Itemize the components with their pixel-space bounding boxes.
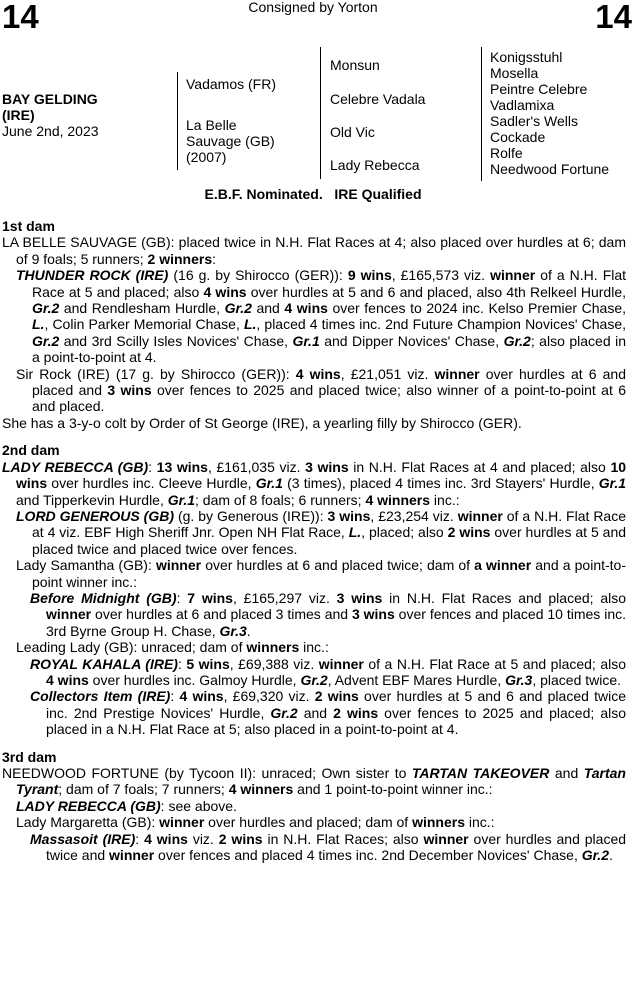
text-run: winner <box>109 847 155 864</box>
text-run: and Dipper Novices' Chase, <box>319 332 504 349</box>
text-run: : <box>135 830 145 847</box>
text-run: Before Midnight (GB) <box>30 589 177 606</box>
text-run: and 3rd Scilly Isles Novices' Chase, <box>59 332 293 349</box>
consignor-line: Consigned by Yorton <box>248 0 378 15</box>
pedigree-dam-line-3: (2007) <box>186 149 227 165</box>
text-run: , placed twice. <box>532 671 622 688</box>
text-run: Gr.3 <box>505 671 533 688</box>
text-run: Lady Margaretta (GB): <box>16 814 160 831</box>
pedigree-bracket-3 <box>481 47 482 181</box>
text-run: winner <box>155 557 202 574</box>
text-run: , Colin Parker Memorial Chase, <box>44 316 244 333</box>
text-run: : <box>176 589 188 606</box>
text-run: LORD GENEROUS (GB) <box>16 507 174 524</box>
text-run: winner <box>423 830 469 847</box>
text-run: 3 wins <box>305 458 349 475</box>
text-run: L. <box>32 316 45 333</box>
pedigree-dam-sire: Old Vic <box>330 124 375 140</box>
text-run: , £21,051 viz. <box>340 365 435 382</box>
text-run: . <box>246 622 251 639</box>
entry-lord-generous <box>2 508 626 557</box>
entry-second-dam <box>2 459 626 508</box>
text-run: , £161,035 viz. <box>207 458 306 475</box>
text-run: Gr.2 <box>300 671 328 688</box>
entry-lady-samantha <box>2 557 626 590</box>
text-run: over fences to 2025 and placed twice; also winner of a point-to-point at 6 and placed. <box>32 382 626 415</box>
text-run: Gr.2 <box>270 704 298 721</box>
text-run: 3 wins <box>336 589 383 606</box>
text-run: over fences and placed 4 times inc. 2nd December Novices' Chase, <box>154 847 582 864</box>
text-run: of a N.H. Flat Race at 4 viz. EBF High Sheriff Jnr. Open NH Flat Race, <box>32 507 627 541</box>
text-run: ; dam of 8 foals; 6 runners; <box>195 491 366 508</box>
text-run: over hurdles at 5 and 6 and placed twice inc. 2nd Prestige Novices' Hurdle, <box>46 688 627 721</box>
text-run: (3 times), placed 4 times inc. 3rd Stayers' Hurdle, <box>282 475 599 492</box>
text-run: in N.H. Flat Races at 4 and placed; also <box>348 458 611 475</box>
text-run: Gr.1 <box>255 475 283 492</box>
entry-produce-note <box>2 415 626 431</box>
text-run: She has a 3-y-o colt by Order of St George (IRE), a yearling filly by Shirocco (GER). <box>2 414 522 431</box>
pedigree-gg-8: Needwood Fortune <box>490 161 610 177</box>
pedigree-gg-2: Mosella <box>490 65 539 81</box>
text-run: over hurdles and placed twice and <box>46 830 627 864</box>
text-run: NEEDWOOD FORTUNE (by Tycoon II): unraced; Own sister to <box>2 765 412 781</box>
text-run: inc.: <box>465 814 495 831</box>
text-run: Massasoit (IRE) <box>30 830 136 847</box>
entry-third-dam <box>2 765 626 798</box>
horse-country: (IRE) <box>2 107 35 123</box>
text-run: Gr.1 <box>598 475 626 492</box>
text-run: 2 wins <box>333 704 379 721</box>
entry-sir-rock <box>2 366 626 415</box>
text-run: L. <box>348 524 362 541</box>
text-run: , placed; also <box>361 524 448 541</box>
text-run: over fences to 2025 and placed; also placed in a N.H. Flat Race at 5; also placed in a point-to-point at 4. <box>46 704 627 738</box>
text-run: 4 winners <box>228 781 294 798</box>
text-run: 10 wins <box>16 458 627 492</box>
text-run: L. <box>243 316 257 333</box>
text-run: Gr.2 <box>503 332 531 349</box>
entry-before-midnight <box>2 590 626 639</box>
text-run: over hurdles and placed; dam of <box>204 814 413 831</box>
text-run: ; dam of 7 foals; 7 runners; <box>58 781 229 798</box>
text-run: , Advent EBF Mares Hurdle, <box>327 671 506 688</box>
pedigree-gg-7: Rolfe <box>490 145 523 161</box>
text-run: winner <box>490 267 536 284</box>
text-run: over fences and placed 10 times inc. 3rd Byrne Group H. Chase, <box>46 606 626 639</box>
text-run: over hurdles at 6 and placed twice; dam of <box>201 557 475 574</box>
text-run: , placed 4 times inc. 2nd Future Champion Novices' Chase, <box>256 316 626 333</box>
text-run: Lady Samantha (GB): <box>16 557 156 574</box>
text-run: , £69,388 viz. <box>229 655 319 672</box>
pedigree-gg-3: Peintre Celebre <box>490 81 588 97</box>
text-run: 2 wins <box>447 524 491 541</box>
text-run: Collectors Item (IRE) <box>30 688 171 705</box>
text-run: ; also placed in a point-to-point at 4. <box>32 332 626 366</box>
text-run: and Tipperkevin Hurdle, <box>16 491 168 508</box>
text-run: 3 wins <box>107 382 152 399</box>
entry-lady-margaretta <box>2 814 626 830</box>
text-run: and a point-to-point winner inc.: <box>32 557 626 590</box>
text-run: , £69,320 viz. <box>223 688 315 705</box>
entry-lady-rebecca-ref <box>2 798 626 814</box>
text-run: Sir Rock (IRE) (17 g. by Shirocco (GER)): <box>16 365 296 382</box>
text-run: of a N.H. Flat Race at 5 and placed; also <box>363 655 626 672</box>
text-run: a winner <box>474 557 532 574</box>
text-run: (16 g. by Shirocco (GER)): <box>168 267 348 284</box>
text-run: 4 wins <box>144 830 188 847</box>
pedigree-gg-4: Vadlamixa <box>490 97 555 113</box>
text-run: viz. <box>187 830 219 847</box>
entry-royal-kahala <box>2 656 626 689</box>
text-run: LADY REBECCA (GB) <box>16 797 161 814</box>
text-run: inc.: <box>430 491 460 508</box>
pedigree-gg-5: Sadler's Wells <box>490 113 578 129</box>
section-heading-3rd-dam: 3rd dam <box>2 748 57 765</box>
text-run: Gr.2 <box>224 300 252 317</box>
text-run: in N.H. Flat Races and placed; also <box>382 589 627 606</box>
text-run: over hurdles at 6 and placed 3 times and <box>91 606 352 623</box>
pedigree-sire: Vadamos (FR) <box>186 76 276 92</box>
pedigree-great-grandparents <box>490 49 609 177</box>
entry-leading-lady <box>2 639 626 655</box>
entry-first-dam <box>2 234 626 267</box>
foaling-date: June 2nd, 2023 <box>2 123 99 139</box>
text-run: and <box>549 765 584 781</box>
text-run: 3 wins <box>327 507 371 524</box>
lot-number-right: 14 <box>595 0 632 35</box>
text-run: 4 wins <box>203 283 247 300</box>
text-run: Leading Lady (GB): unraced; dam of <box>16 639 247 656</box>
text-run: winner <box>159 814 205 831</box>
text-run: over hurdles inc. Galmoy Hurdle, <box>88 671 301 688</box>
text-run: Gr.1 <box>167 491 196 508</box>
text-run: 4 wins <box>295 365 341 382</box>
text-run: 4 wins <box>179 688 224 705</box>
entry-collectors-item <box>2 688 626 737</box>
pedigree-dam <box>186 117 275 165</box>
entry-massasoit <box>2 831 626 864</box>
text-run: LADY REBECCA (GB) <box>2 458 149 475</box>
text-run: winner <box>318 655 364 672</box>
text-run: 2 wins <box>314 688 359 705</box>
text-run: TARTAN TAKEOVER <box>411 765 550 781</box>
text-run: over hurdles inc. Cleeve Hurdle, <box>47 475 256 492</box>
pedigree-bracket-2 <box>320 47 321 179</box>
text-run: , £165,297 viz. <box>232 589 337 606</box>
text-run: in N.H. Flat Races; also <box>262 830 424 847</box>
text-run: Tartan Tyrant <box>16 765 626 798</box>
text-run: and Rendlesham Hurdle, <box>59 300 225 317</box>
text-run: over hurdles at 6 and placed and <box>32 365 627 399</box>
section-heading-2nd-dam: 2nd dam <box>2 442 60 459</box>
text-run: THUNDER ROCK (IRE) <box>16 267 169 284</box>
text-run: over hurdles at 5 and 6 and placed, also 4th Relkeel Hurdle, <box>246 283 627 300</box>
text-run: 7 wins <box>187 589 233 606</box>
pedigree-bracket-1 <box>177 72 178 170</box>
text-run: ROYAL KAHALA (IRE) <box>30 655 178 672</box>
text-run: 3 wins <box>351 606 395 623</box>
text-run: : <box>212 250 217 267</box>
pedigree-gg-1: Konigsstuhl <box>490 49 563 65</box>
horse-identity <box>2 91 99 139</box>
pedigree-gg-6: Cockade <box>490 129 546 145</box>
text-run: 5 wins <box>186 655 230 672</box>
text-run: Gr.1 <box>292 332 320 349</box>
text-run: 4 winners <box>365 491 431 508</box>
text-run: 2 winners <box>147 250 213 267</box>
text-run: winner <box>434 365 480 382</box>
text-run: , £23,254 viz. <box>370 507 458 524</box>
catalogue-page-body <box>2 218 626 863</box>
nominations-line: E.B.F. Nominated. IRE Qualified <box>204 186 422 202</box>
pedigree-dam-line-2: Sauvage (GB) <box>186 133 275 149</box>
text-run: (g. by Generous (IRE)): <box>174 507 328 524</box>
pedigree-dam-line-1: La Belle <box>186 117 237 133</box>
text-run: and 1 point-to-point winner inc.: <box>293 781 493 798</box>
pedigree-sire-sire: Monsun <box>330 57 380 73</box>
text-run: over fences to 2024 inc. Kelso Premier Chase, <box>327 300 626 317</box>
text-run: LA BELLE SAUVAGE (GB): placed twice in N.H. Flat Races at 4; also placed over hurdles at 6; dam of 9 foals; 5 runners; <box>2 234 626 267</box>
text-run: . <box>608 847 613 864</box>
text-run: 13 wins <box>156 458 208 475</box>
text-run: winner <box>46 606 92 623</box>
text-run: 9 wins <box>347 267 392 284</box>
horse-description: BAY GELDING <box>2 91 98 107</box>
pedigree-dam-dam: Lady Rebecca <box>330 157 420 173</box>
text-run: , £165,573 viz. <box>391 267 491 284</box>
text-run: Gr.2 <box>32 332 60 349</box>
text-run: : <box>170 688 180 705</box>
text-run: inc.: <box>299 639 329 656</box>
text-run: and <box>251 300 285 317</box>
text-run: and <box>297 704 334 721</box>
text-run: Gr.3 <box>219 622 247 639</box>
text-run: 2 wins <box>218 830 263 847</box>
text-run: winner <box>457 507 503 524</box>
section-heading-1st-dam: 1st dam <box>2 218 55 234</box>
text-run: 4 wins <box>46 671 89 688</box>
pedigree-sire-dam: Celebre Vadala <box>330 91 426 107</box>
text-run: winners <box>412 814 465 831</box>
text-run: : <box>148 458 157 475</box>
text-run: 4 wins <box>284 300 328 317</box>
entry-thunder-rock <box>2 267 626 365</box>
text-run: Gr.2 <box>581 847 609 864</box>
text-run: Gr.2 <box>32 300 60 317</box>
text-run: winners <box>246 639 300 656</box>
text-run: over hurdles at 5 and placed twice and placed twice over fences. <box>32 524 627 557</box>
text-run: : see above. <box>160 797 237 814</box>
lot-number-left: 14 <box>2 0 39 35</box>
text-run: : <box>177 655 187 672</box>
text-run: of a N.H. Flat Race at 5 and placed; also <box>32 267 627 300</box>
